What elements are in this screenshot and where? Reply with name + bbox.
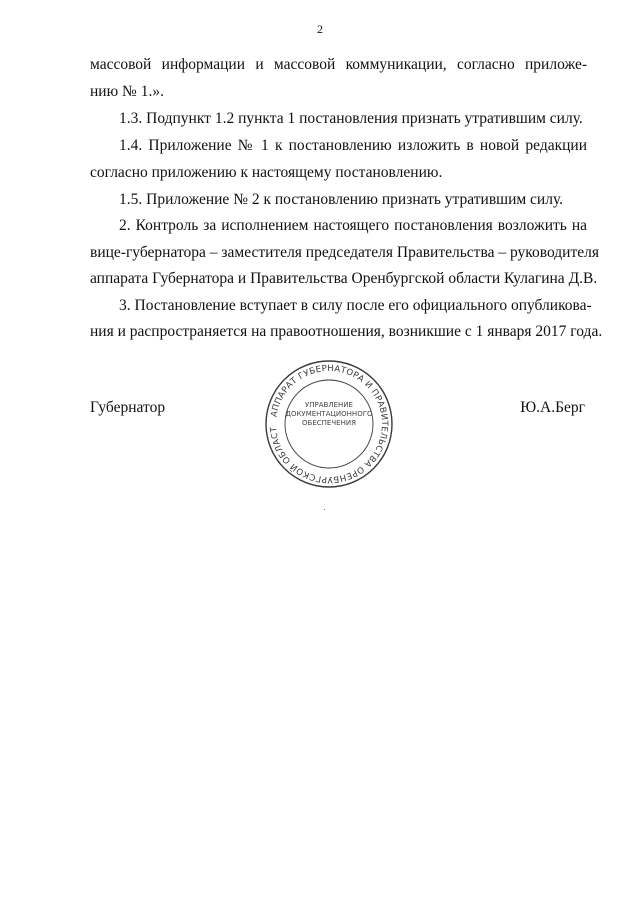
paragraph-line: нию № 1.». bbox=[90, 83, 164, 100]
paragraph-line: 1.4. Приложение № 1 к постановлению изложить в новой редакции bbox=[119, 137, 587, 154]
page-number: 2 bbox=[317, 22, 323, 36]
seal-center-line: ДОКУМЕНТАЦИОННОГО bbox=[285, 410, 373, 418]
paragraph-line: вице-губернатора – заместителя председателя Правительства – руководителя bbox=[90, 244, 599, 261]
paragraph-line: 1.3. Подпункт 1.2 пункта 1 постановления признать утратившим силу. bbox=[119, 110, 583, 127]
paragraph-line: ния и распространяется на правоотношения, возникшие с 1 января 2017 года. bbox=[90, 323, 603, 340]
seal-center-line: ОБЕСПЕЧЕНИЯ bbox=[302, 419, 356, 427]
seal-ring-text: АППАРАТ ГУБЕРНАТОРА И ПРАВИТЕЛЬСТВА ОРЕНБУРГСКОЙ ОБЛАСТ bbox=[269, 363, 390, 485]
paragraph-line: 3. Постановление вступает в силу после его официального опубликова- bbox=[119, 297, 592, 314]
official-seal bbox=[264, 359, 394, 489]
seal-center-line: УПРАВЛЕНИЕ bbox=[305, 401, 353, 409]
signature-position: Губернатор bbox=[90, 399, 166, 416]
paragraph-line: 2. Контроль за исполнением настоящего постановления возложить на bbox=[119, 217, 587, 234]
scan-speck bbox=[324, 509, 325, 510]
paragraph-line: согласно приложению к настоящему постановлению. bbox=[90, 164, 443, 181]
paragraph-line: 1.5. Приложение № 2 к постановлению признать утратившим силу. bbox=[119, 191, 564, 208]
paragraph-line: массовой информации и массовой коммуникации, согласно приложе- bbox=[90, 56, 587, 73]
paragraph-line: аппарата Губернатора и Правительства Оренбургской области Кулагина Д.В. bbox=[90, 270, 598, 287]
signature-name: Ю.А.Берг bbox=[520, 399, 585, 416]
seal-center-text bbox=[264, 401, 394, 428]
